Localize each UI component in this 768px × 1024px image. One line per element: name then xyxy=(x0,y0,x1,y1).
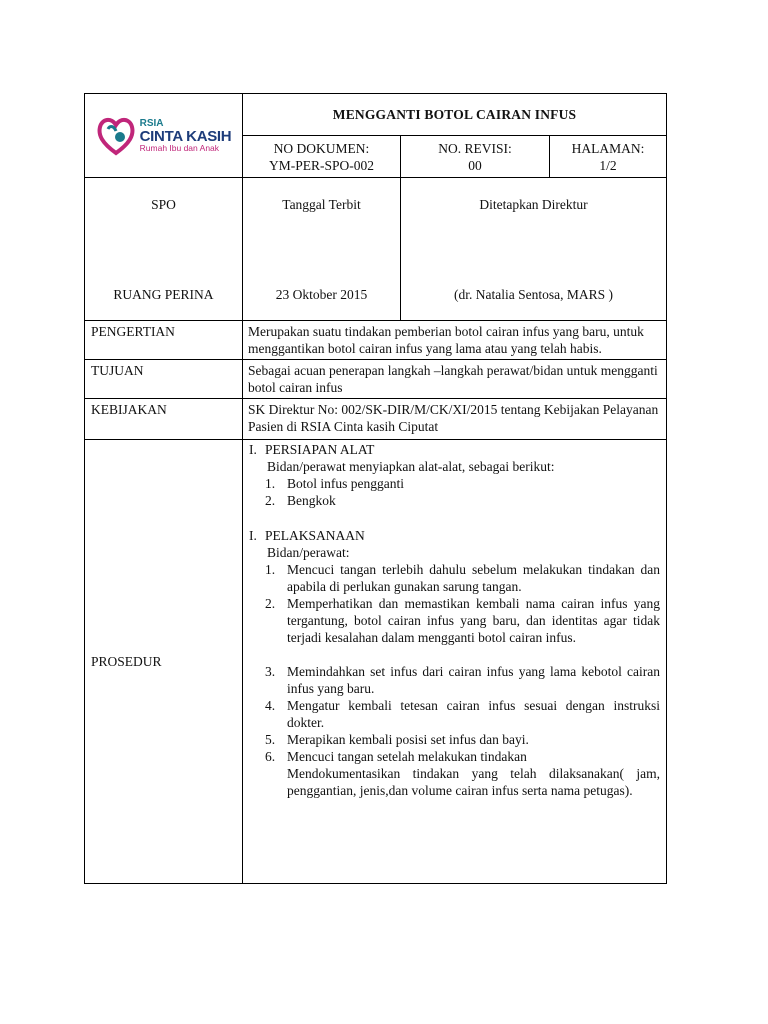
no-dokumen-cell xyxy=(243,136,401,178)
spo-table xyxy=(84,93,667,884)
tanggal-cell xyxy=(243,178,401,321)
spo-cell xyxy=(85,178,243,321)
list-item: 1. Mencuci tangan terlebih dahulu sebelum melakukan tindakan dan apabila di perlukan gunakan sarung tangan. xyxy=(265,562,661,594)
list-item: 2. Bengkok xyxy=(265,493,336,508)
list-spacer xyxy=(249,646,660,663)
section-title: PERSIAPAN ALAT xyxy=(265,442,375,457)
pengertian-text: Merupakan suatu tindakan pemberian botol cairan infus yang baru, untuk menggantikan botol cairan infus yang lama atau yang telah habis. xyxy=(243,321,667,360)
list-item: 6. Mencuci tangan setelah melakukan tindakan xyxy=(265,749,527,764)
halaman-label: HALAMAN: xyxy=(571,140,645,156)
heart-logo-icon xyxy=(96,115,136,157)
logo-cell xyxy=(85,94,243,178)
pelaksanaan-list xyxy=(249,561,660,799)
halaman-cell xyxy=(550,136,667,178)
logo-name: CINTA KASIH xyxy=(139,127,232,145)
prosedur-label: PROSEDUR xyxy=(85,440,243,884)
tanggal-value: 23 Oktober 2015 xyxy=(275,287,368,302)
list-item: 3. Memindahkan set infus dari cairan infus yang lama kebotol cairan infus yang baru. xyxy=(265,664,661,696)
spo-label: SPO xyxy=(151,197,176,212)
ditetapkan-value: (dr. Natalia Sentosa, MARS ) xyxy=(454,287,613,302)
list-item: 5. Merapikan kembali posisi set infus dan bayi. xyxy=(265,732,529,747)
spo-unit: RUANG PERINA xyxy=(113,287,214,302)
pengertian-label: PENGERTIAN xyxy=(85,321,243,360)
ditetapkan-label: Ditetapkan Direktur xyxy=(479,197,588,212)
no-revisi-label: NO. REVISI: xyxy=(438,140,512,156)
document-title: MENGGANTI BOTOL CAIRAN INFUS xyxy=(243,94,667,136)
kebijakan-text: SK Direktur No: 002/SK-DIR/M/CK/XI/2015 tentang Kebijakan Pelayanan Pasien di RSIA Cinta kasih Ciputat xyxy=(243,399,667,440)
list-item: 1. Botol infus pengganti xyxy=(265,476,404,491)
no-revisi-value: 00 xyxy=(468,157,482,173)
persiapan-list xyxy=(249,475,660,509)
no-revisi-cell xyxy=(401,136,550,178)
section-pelaksanaan xyxy=(249,527,660,544)
logo-tagline: Rumah Ibu dan Anak xyxy=(139,142,220,153)
section-persiapan-alat xyxy=(249,441,660,458)
hospital-logo xyxy=(85,115,242,157)
prosedur-content xyxy=(243,440,667,884)
section-intro: Bidan/perawat menyiapkan alat-alat, sebagai berikut: xyxy=(267,459,555,474)
tujuan-label: TUJUAN xyxy=(85,360,243,399)
list-item-closing: Mendokumentasikan tindakan yang telah dilaksanakan( jam, penggantian, jenis,dan volume cairan infus serta nama petugas). xyxy=(287,766,661,798)
section-number: I. xyxy=(249,442,257,457)
section-title: PELAKSANAAN xyxy=(265,528,365,543)
section-number: I. xyxy=(249,528,257,543)
list-item: 4. Mengatur kembali tetesan cairan infus sesuai dengan instruksi dokter. xyxy=(265,698,661,730)
section-intro: Bidan/perawat: xyxy=(267,545,350,560)
no-dokumen-value: YM-PER-SPO-002 xyxy=(268,157,374,173)
kebijakan-label: KEBIJAKAN xyxy=(85,399,243,440)
tanggal-label: Tanggal Terbit xyxy=(282,197,361,212)
logo-rsia: RSIA xyxy=(139,117,164,129)
halaman-value: 1/2 xyxy=(599,157,617,173)
list-item: 2. Memperhatikan dan memastikan kembali nama cairan infus yang tergantung, botol cairan infus yang baru, dan identitas agar tidak terjadi kesalahan dalam mengganti botol cairan infus. xyxy=(265,596,661,645)
ditetapkan-cell xyxy=(401,178,667,321)
tujuan-text: Sebagai acuan penerapan langkah –langkah perawat/bidan untuk mengganti botol cairan infus xyxy=(243,360,667,399)
no-dokumen-label: NO DOKUMEN: xyxy=(273,140,370,156)
